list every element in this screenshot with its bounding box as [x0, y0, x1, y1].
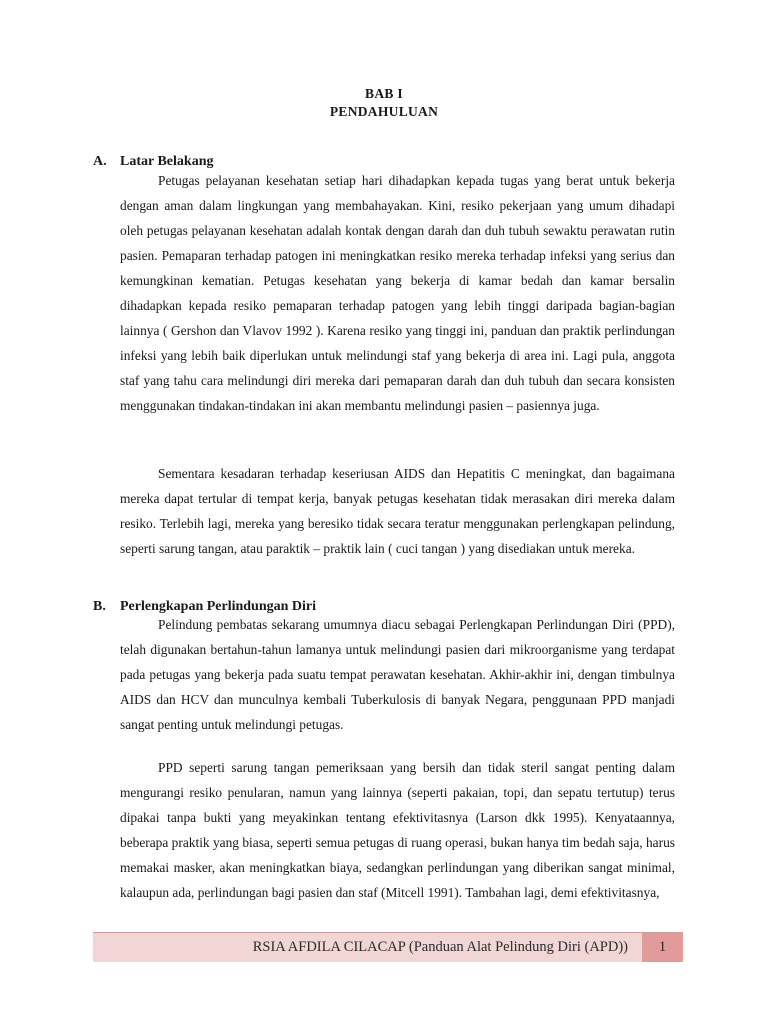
chapter-title: PENDAHULUAN — [329, 104, 439, 119]
section-a-paragraph-1: Petugas pelayanan kesehatan setiap hari dihadapkan kepada tugas yang berat untuk bekerja dengan aman dalam lingkungan yang membahayakan. Kini, resiko pekerjaan yang umum dihadapi oleh petugas pelayanan kesehatan adalah kontak dengan darah dan duh tubuh sewaktu perawatan rutin pasien. Pemaparan terhadap patogen ini meningkatkan resiko mereka terhadap infeksi yang serius dan kemungkinan kematian. Petugas kesehatan yang bekerja di kamar bedah dan kamar bersalin dihadapkan kepada resiko pemaparan terhadap patogen yang lebih tinggi daripada bagian-bagian lainnya ( Gershon dan Vlavov 1992 ). Karena resiko yang tinggi ini, panduan dan praktik perlindungan infeksi yang lebih baik diperlukan untuk melindungi staf yang bekerja di area ini. Lagi pula, anggota staf yang tahu cara melindungi diri mereka dari pemaparan darah dan duh tubuh dan secara konsisten menggunakan tindakan-tindakan ini akan membantu melindungi pasien – pasiennya juga. — [120, 173, 675, 413]
section-a-letter: A. — [93, 154, 107, 169]
section-a-title: Latar Belakang — [120, 154, 214, 169]
section-b-paragraph-2: PPD seperti sarung tangan pemeriksaan yang bersih dan tidak steril sangat penting dalam mengurangi resiko penularan, namun yang lainnya (seperti pakaian, topi, dan sepatu tertutup) terus dipakai tanpa bukti yang meyakinkan tentang efektivitasnya (Larson dkk 1995). Kenyataannya, beberapa praktik yang biasa, seperti semua petugas di ruang operasi, bukan hanya tim bedah saja, harus memakai masker, akan meningkatkan biaya, sedangkan perlindungan yang diberikan sangat minimal, kalaupun ada, perlindungan bagi pasien dan staf (Mitcell 1991). Tambahan lagi, demi efektivitasnya, — [120, 760, 675, 900]
page-footer — [93, 932, 683, 962]
section-a-paragraph-2: Sementara kesadaran terhadap keseriusan AIDS dan Hepatitis C meningkat, dan bagaimana mereka dapat tertular di tempat kerja, banyak petugas kesehatan tidak merasakan diri mereka dalam resiko. Terlebih lagi, mereka yang beresiko tidak secara teratur menggunakan perlengkapan pelindung, seperti sarung tangan, atau paraktik – praktik lain ( cuci tangan ) yang disediakan untuk mereka. — [120, 466, 675, 556]
section-b-title: Perlengkapan Perlindungan Diri — [120, 599, 317, 614]
section-b-paragraph-1: Pelindung pembatas sekarang umumnya diacu sebagai Perlengkapan Perlindungan Diri (PPD), telah digunakan bertahun-tahun lamanya untuk melindungi pasien dari mikroorganisme yang terdapat pada petugas yang bekerja pada suatu tempat perawatan kesehatan. Akhir-akhir ini, dengan timbulnya AIDS dan HCV dan munculnya kembali Tuberkulosis di banyak Negara, penggunaan PPD manjadi sangat penting untuk melindungi petugas. — [120, 617, 675, 732]
section-b-letter: B. — [93, 599, 106, 614]
page-number: 1 — [642, 933, 683, 962]
footer-title: RSIA AFDILA CILACAP (Panduan Alat Pelindung Diri (APD)) — [93, 933, 642, 962]
chapter-number: BAB I — [365, 86, 403, 101]
